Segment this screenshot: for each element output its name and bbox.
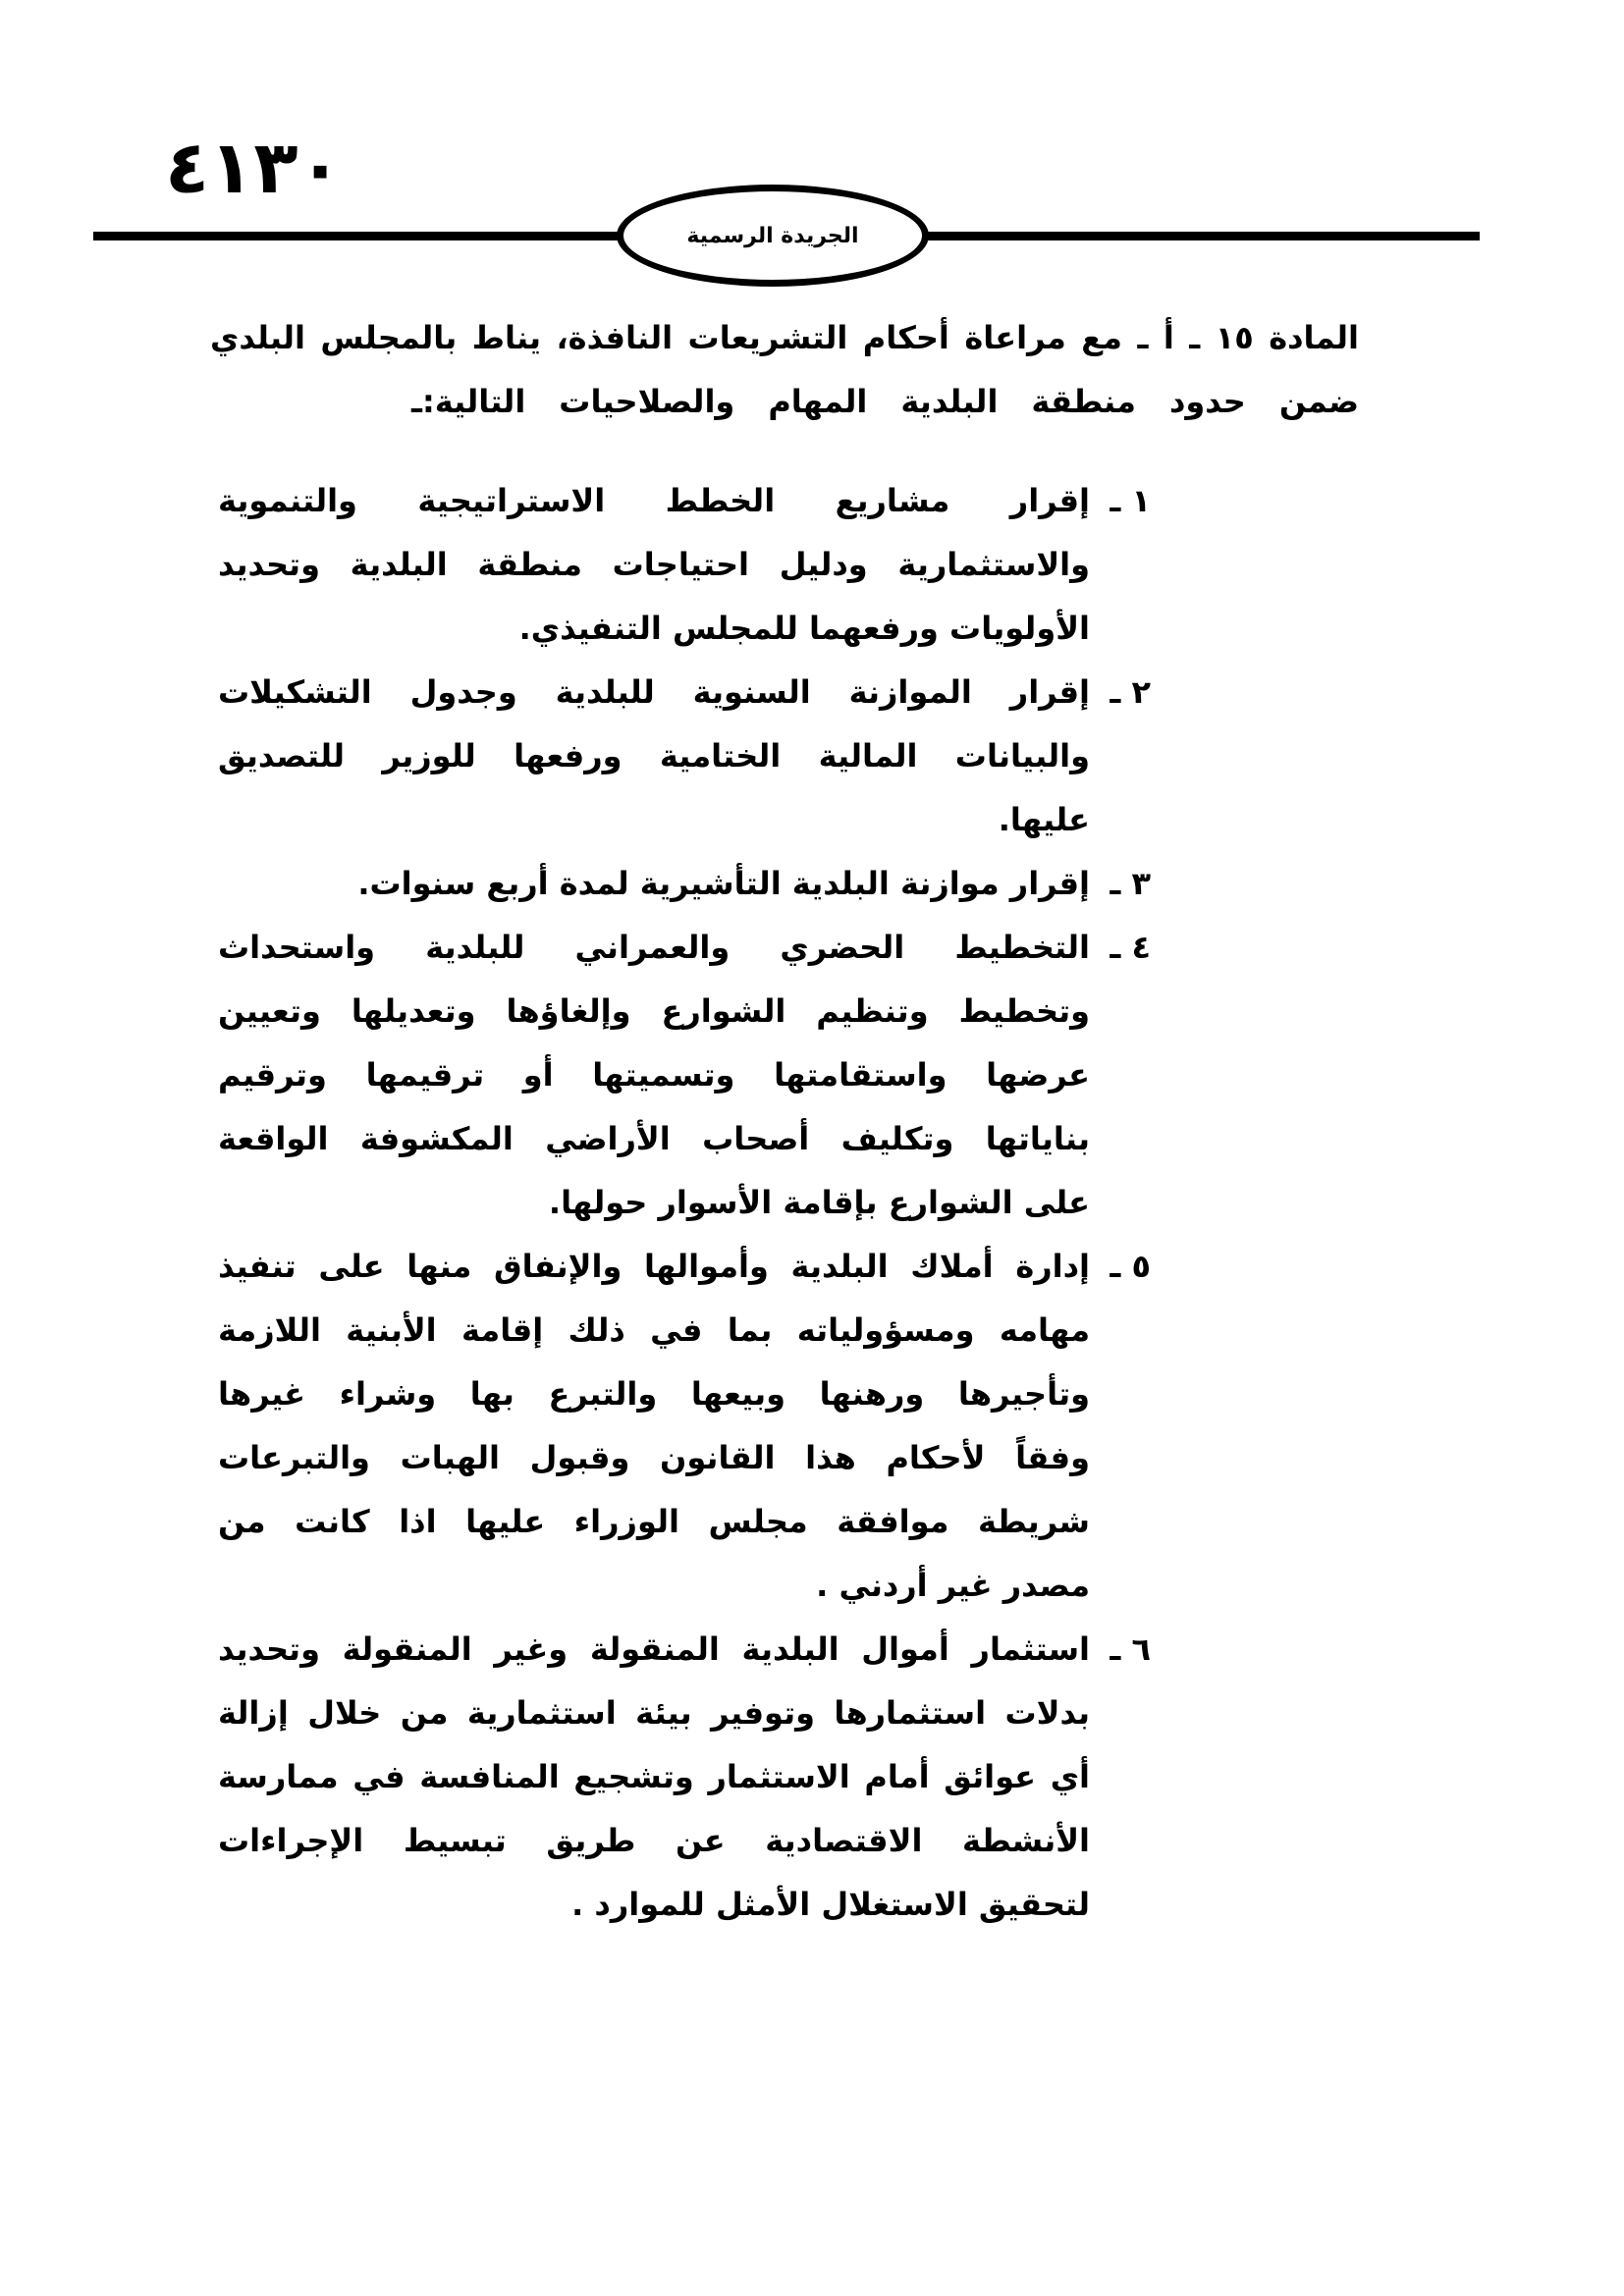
item-text-line: أي عوائق أمام الاستثمار وتشجيع المنافسة في ممارسة	[218, 1758, 1090, 1795]
item-text-line: عرضها واستقامتها وتسميتها أو ترقيمها وترقيم	[218, 1056, 1090, 1094]
item-number: ٤ ـ	[1110, 929, 1151, 966]
item-text-line: شريطة موافقة مجلس الوزراء عليها اذا كانت من	[218, 1503, 1090, 1540]
item-text-line: إقرار الموازنة السنوية للبلدية وجدول التشكيلات	[218, 673, 1090, 711]
list-item	[0, 661, 1151, 852]
item-text-line: مهامه ومسؤولياته بما في ذلك إقامة الأبنية اللازمة	[218, 1311, 1090, 1349]
item-text-line: بدلات استثمارها وتوفير بيئة استثمارية من خلال إزالة	[218, 1694, 1090, 1732]
intro-line: ضمن حدود منطقة البلدية المهام والصلاحيات التالية:ـ	[411, 383, 1359, 420]
item-text-line: إدارة أملاك البلدية وأموالها والإنفاق منها على تنفيذ	[218, 1248, 1090, 1285]
page-number: ٤١٣٠	[165, 126, 343, 210]
item-text-line: استثمار أموال البلدية المنقولة وغير المنقولة وتحديد	[218, 1630, 1090, 1668]
item-text-line: إقرار موازنة البلدية التأشيرية لمدة أربع سنوات.	[357, 865, 1090, 902]
item-text-line: والاستثمارية ودليل احتياجات منطقة البلدية وتحديد	[218, 546, 1090, 583]
list-item	[0, 1618, 1151, 1937]
item-number: ٥ ـ	[1110, 1248, 1151, 1285]
item-text-line: والبيانات المالية الختامية ورفعها للوزير للتصديق	[218, 737, 1090, 774]
item-text-line: الأولويات ورفعهما للمجلس التنفيذي.	[518, 610, 1090, 647]
item-number: ٣ ـ	[1110, 865, 1151, 902]
list-item	[0, 916, 1151, 1235]
item-number: ٦ ـ	[1110, 1630, 1151, 1668]
list-item	[0, 469, 1151, 661]
item-number: ٢ ـ	[1110, 673, 1151, 711]
gazette-name: الجريدة الرسمية	[686, 223, 859, 248]
item-text-line: وتخطيط وتنظيم الشوارع وإلغاؤها وتعديلها وتعيين	[218, 992, 1090, 1030]
item-text-line: لتحقيق الاستغلال الأمثل للموارد .	[571, 1886, 1090, 1923]
gazette-emblem-oval	[617, 185, 929, 287]
list-item	[0, 1235, 1151, 1618]
item-text-line: وفقاً لأحكام هذا القانون وقبول الهبات والتبرعات	[218, 1439, 1090, 1476]
intro-line: المادة ١٥ ـ أ ـ مع مراعاة أحكام التشريعات النافذة، يناط بالمجلس البلدي	[210, 319, 1360, 356]
item-number: ١ ـ	[1110, 482, 1151, 519]
item-text-line: الأنشطة الاقتصادية عن طريق تبسيط الإجراءات	[218, 1822, 1090, 1859]
item-text-line: إقرار مشاريع الخطط الاستراتيجية والتنموية	[218, 482, 1090, 519]
item-text-line: التخطيط الحضري والعمراني للبلدية واستحداث	[218, 929, 1090, 966]
item-text-line: بناياتها وتكليف أصحاب الأراضي المكشوفة الواقعة	[218, 1120, 1090, 1157]
item-text-line: على الشوارع بإقامة الأسوار حولها.	[548, 1184, 1090, 1221]
item-text-line: مصدر غير أردني .	[816, 1567, 1090, 1604]
article-items-list	[0, 469, 1151, 1937]
item-text-line: عليها.	[998, 801, 1090, 838]
item-text-line: وتأجيرها ورهنها وبيعها والتبرع بها وشراء غيرها	[218, 1375, 1090, 1413]
list-item	[0, 852, 1151, 916]
article-heading	[210, 306, 1359, 434]
